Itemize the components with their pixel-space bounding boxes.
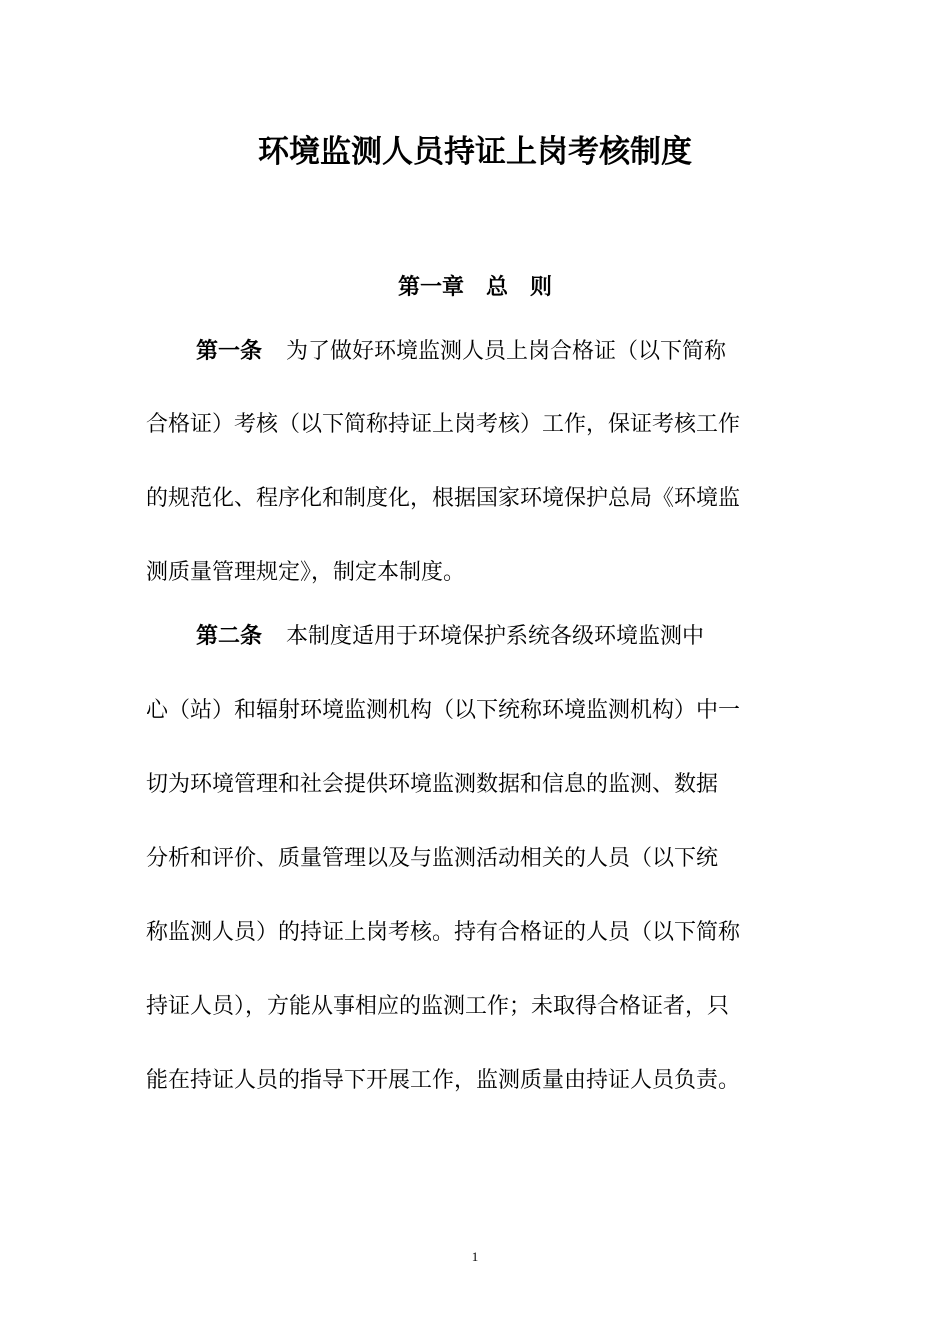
document-title: 环境监测人员持证上岗考核制度 <box>258 134 692 170</box>
article-1-line-2: 合格证）考核（以下简称持证上岗考核）工作，保证考核工作 <box>146 412 741 437</box>
article-2-line-2: 心（站）和辐射环境监测机构（以下统称环境监测机构）中一 <box>146 698 741 723</box>
page-number: 1 <box>471 1249 479 1264</box>
article-2-line-6: 持证人员），方能从事相应的监测工作；未取得合格证者，只 <box>146 994 730 1019</box>
article-2-line-1: 本制度适用于环境保护系统各级环境监测中 <box>286 624 705 649</box>
article-2-first-line <box>196 617 806 657</box>
article-2-line-4: 分析和评价、质量管理以及与监测活动相关的人员（以下统 <box>146 846 719 871</box>
article-2-line-7: 能在持证人员的指导下开展工作，监测质量由持证人员负责。 <box>146 1068 741 1093</box>
article-2-line-3: 切为环境管理和社会提供环境监测数据和信息的监测、数据 <box>146 772 719 797</box>
chapter-heading: 第一章 总 则 <box>397 275 552 300</box>
article-1-label: 第一条 <box>196 339 263 364</box>
article-2-line-5: 称监测人员）的持证上岗考核。持有合格证的人员（以下简称 <box>146 920 741 945</box>
article-1-line-1: 为了做好环境监测人员上岗合格证（以下简称 <box>286 339 727 364</box>
article-2-label: 第二条 <box>196 624 263 649</box>
article-1-line-4: 测质量管理规定》，制定本制度。 <box>146 560 466 585</box>
article-1-first-line <box>196 332 806 372</box>
article-1-line-3: 的规范化、程序化和制度化，根据国家环境保护总局《环境监 <box>146 486 741 511</box>
